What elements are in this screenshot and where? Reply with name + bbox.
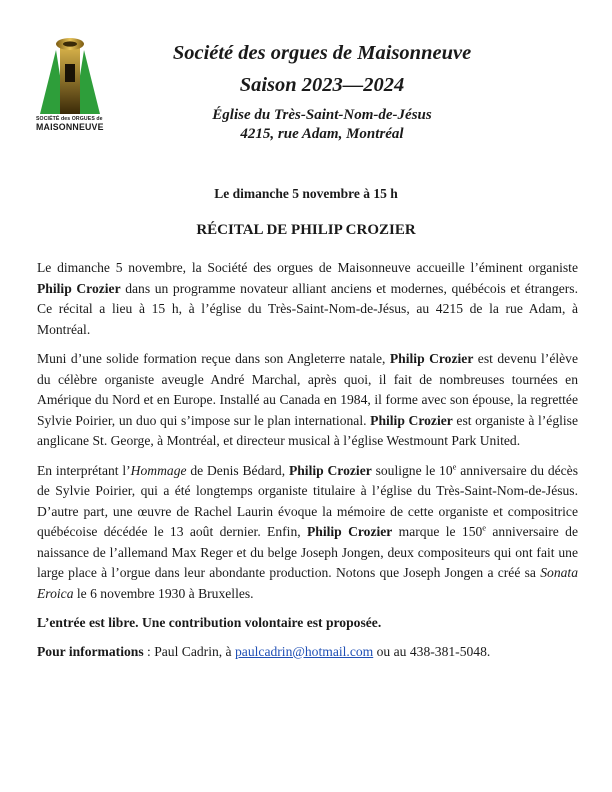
contact-line: Pour informations : Paul Cadrin, à paulcadrin@hotmail.com ou au 438-381-5048.	[37, 643, 491, 659]
paragraph-intro: Le dimanche 5 novembre, la Société des orgues de Maisonneuve accueille l’éminent organiste Philip Crozier dans un programme novateur alliant anciens et modernes, québécois et étrangers. Ce récital a lieu à 15 h, à l’église du Très-Saint-Nom-de-Jésus, au 4215 de la rue Adam, à Montréal.	[37, 260, 578, 337]
event-date: Le dimanche 5 novembre à 15 h	[214, 186, 398, 201]
entry-note: L’entrée est libre. Une contribution volontaire est proposée.	[37, 615, 382, 630]
church-address: 4215, rue Adam, Montréal	[240, 126, 404, 142]
church-name: Église du Très-Saint-Nom-de-Jésus	[212, 107, 432, 123]
logo-caption-line1: SOCIÉTÉ des ORGUES de	[36, 116, 103, 122]
paragraph-program: En interprétant l’Hommage de Denis Bédard, Philip Crozier souligne le 10e anniversaire du décès de Sylvie Poirier, qui a été longtemps organiste titulaire à l’église du Très-Saint-Nom-de-Jésus. D’autre part, une œuvre de Rachel Laurin évoque la mémoire de cette organiste et compositrice québécoise décédée le 13 août dernier. Enfin, Philip Crozier marque le 150e anniversaire de naissance de l’allemand Max Reger et du belge Joseph Jongen, deux compositeurs qui ont fait une large place à l’orgue dans leur abondante production. Notons que Joseph Jongen a créé sa Sonata Eroica le 6 novembre 1930 à Bruxelles.	[37, 460, 579, 601]
organization-logo	[36, 34, 104, 132]
organization-name: Société des orgues de Maisonneuve	[172, 42, 472, 64]
email-link[interactable]: paulcadrin@hotmail.com	[235, 643, 374, 659]
paragraph-biography: Muni d’une solide formation reçue dans son Angleterre natale, Philip Crozier est devenu l’élève du célèbre organiste aveugle André Marchal, après quoi, il fait de nombreuses tournées en Amérique du Nord et en Europe. Installé au Canada en 1984, il forme avec son épouse, la regrettée Sylvie Poirier, un duo qui s’impose sur le plan international. Philip Crozier est organiste à l’église anglicane St. George, à Montréal, et directeur musical à l’église Westmount Park United.	[37, 351, 579, 448]
logo-caption-line2: MAISONNEUVE	[36, 122, 104, 132]
organ-logo-icon	[36, 34, 104, 114]
season-title: Saison 2023—2024	[239, 74, 405, 96]
letterhead	[112, 40, 532, 144]
press-release-body	[37, 258, 578, 671]
event-title: RÉCITAL DE PHILIP CROZIER	[196, 222, 416, 238]
